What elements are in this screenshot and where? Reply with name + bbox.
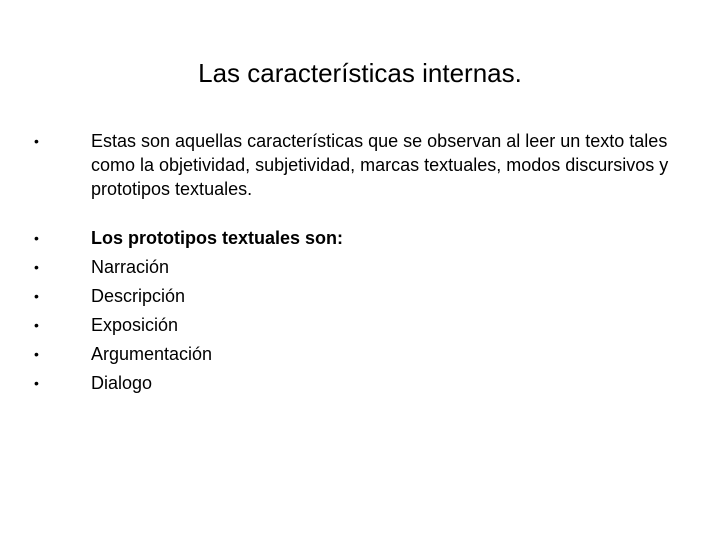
list-heading: Los prototipos textuales son: [91, 228, 344, 248]
bullet-icon: • [34, 259, 39, 275]
bullet-list [34, 129, 674, 395]
slide-title: Las características internas. [198, 58, 522, 88]
bullet-icon: • [34, 288, 39, 304]
bullet-item-list-heading [34, 226, 674, 250]
paragraph-text: Estas son aquellas características que se observan al leer un texto tales como la objetividad, subjetividad, marcas textuales, modos discursivos y prototipos textuales. [91, 131, 669, 199]
list-item [34, 255, 674, 279]
bullet-icon: • [34, 133, 39, 149]
list-item [34, 342, 674, 366]
list-item-label: Argumentación [91, 344, 213, 364]
bullet-icon: • [34, 317, 39, 333]
bullet-item-paragraph [34, 129, 674, 201]
list-item-label: Dialogo [91, 373, 153, 393]
list-item [34, 284, 674, 308]
bullet-icon: • [34, 230, 39, 246]
list-item [34, 371, 674, 395]
list-item-label: Narración [91, 257, 170, 277]
list-item-label: Descripción [91, 286, 186, 306]
list-item-label: Exposición [91, 315, 179, 335]
list-item [34, 313, 674, 337]
bullet-icon: • [34, 346, 39, 362]
bullet-icon: • [34, 375, 39, 391]
